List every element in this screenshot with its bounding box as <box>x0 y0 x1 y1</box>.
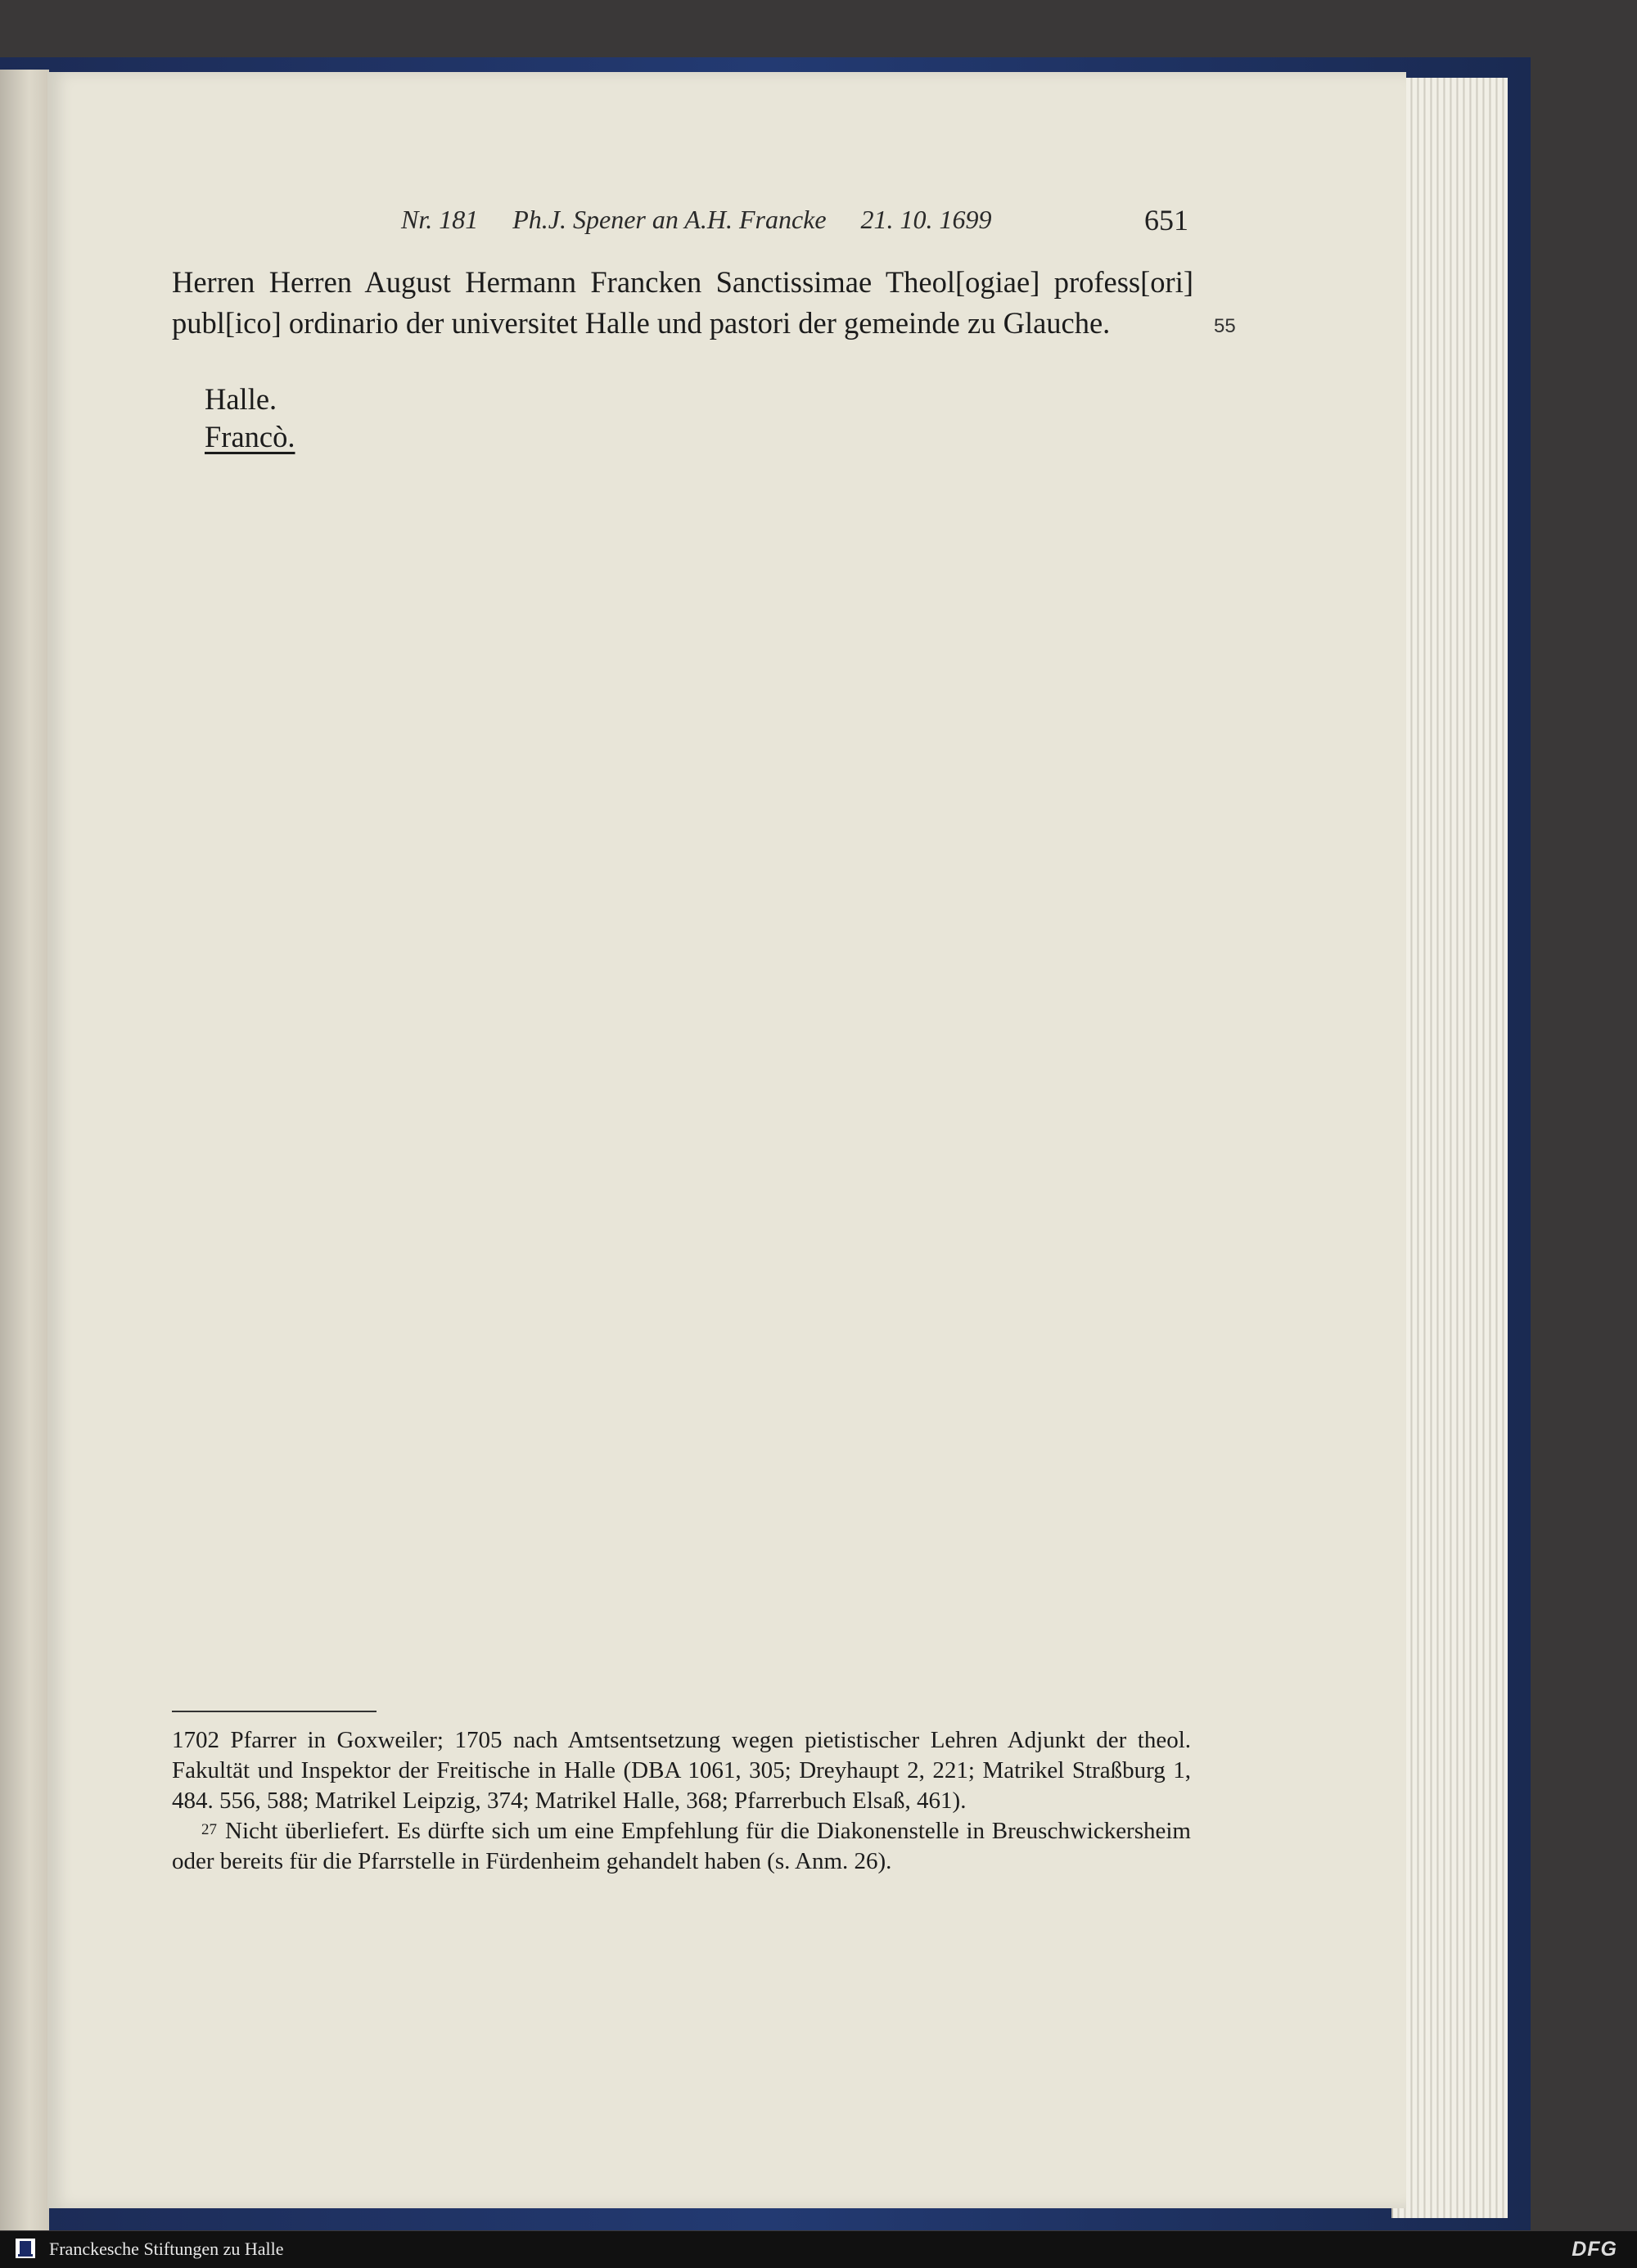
footnotes <box>172 1725 1191 1877</box>
address-place: Halle. <box>205 382 277 416</box>
dfg-logo: DFG <box>1572 2238 1617 2261</box>
page-block-edge <box>1391 78 1508 2218</box>
running-head <box>401 205 1195 235</box>
viewer-footer-bar <box>0 2231 1637 2268</box>
footnote-27 <box>172 1816 1191 1877</box>
institution-name: Franckesche Stiftungen zu Halle <box>49 2239 284 2259</box>
footnote-rule <box>172 1711 377 1712</box>
address-block: Herren Herren August Hermann Francken Sanctissimae Theol[ogiae] profess[ori] publ[ico] ordinario der universitet Halle und pastori der gemeinde zu Glauche. <box>172 265 1193 340</box>
line-marker: 55 <box>1214 315 1236 337</box>
show-through-texture <box>170 530 1275 1758</box>
letter-date: 21. 10. 1699 <box>860 205 992 234</box>
institution-logo-icon <box>13 2236 38 2261</box>
footnote-number: 27 <box>201 1821 217 1838</box>
correspondents: Ph.J. Spener an A.H. Francke <box>512 205 827 234</box>
left-page-edge <box>0 70 49 2230</box>
address-franco: Francò. <box>205 420 295 453</box>
footnote-continuation: 1702 Pfarrer in Goxweiler; 1705 nach Amtsentsetzung wegen pietistischer Lehren Adjunkt der theol. Fakultät und Inspektor der Freitische in Halle (DBA 1061, 305; Dreyhaupt 2, 221; Matrikel Straßburg 1, 484. 556, 588; Matrikel Leipzig, 374; Matrikel Halle, 368; Pfarrerbuch Elsaß, 461). <box>172 1727 1191 1814</box>
page-number: 651 <box>1144 204 1188 237</box>
document-number: Nr. 181 <box>401 205 479 234</box>
footnote-text: Nicht überliefert. Es dürfte sich um eine Empfehlung für die Diakonenstelle in Breuschwickersheim oder bereits für die Pfarrstelle in Fürdenheim gehandelt haben (s. Anm. 26). <box>172 1818 1191 1874</box>
